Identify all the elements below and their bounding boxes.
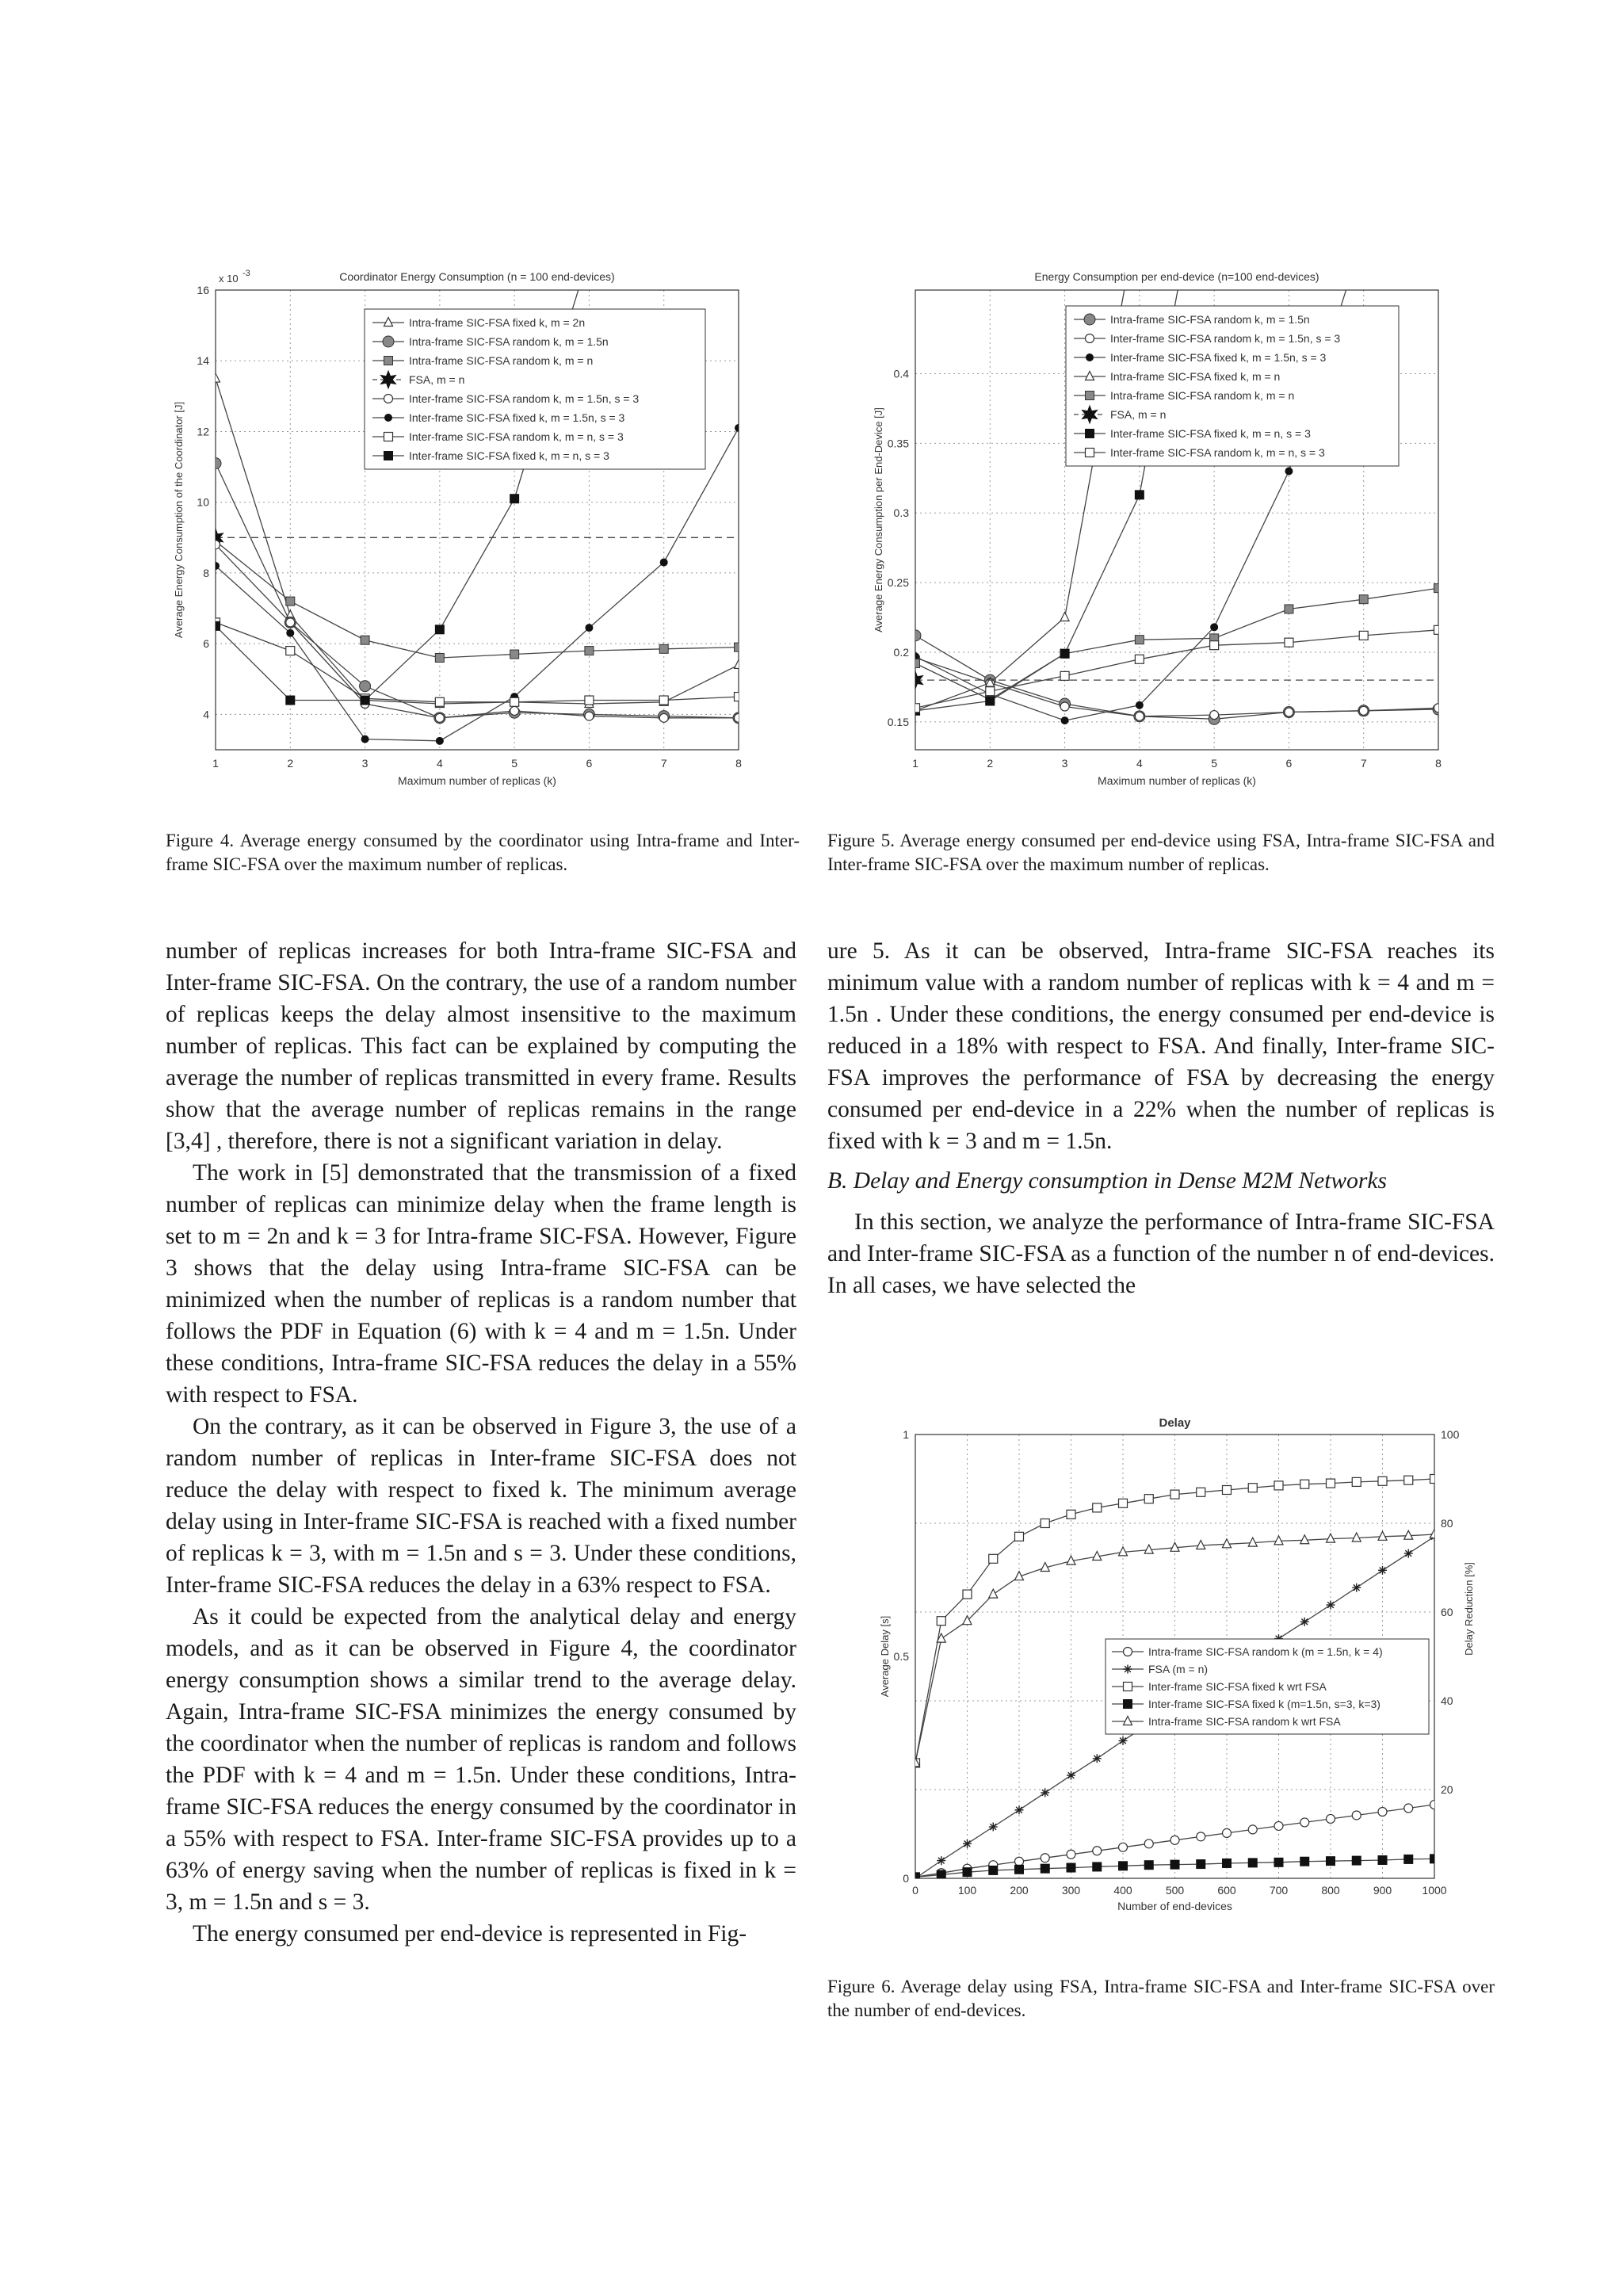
series-4-point: [1359, 201, 1368, 210]
y-tick-label: 0.4: [893, 367, 909, 380]
series-line-5: [216, 544, 739, 718]
series-2-point: [1378, 1566, 1387, 1575]
series-4-point: [1352, 1856, 1361, 1865]
series-4-point: [1197, 1860, 1205, 1869]
x-tick-label: 700: [1269, 1884, 1289, 1897]
right-paragraph-2: In this section, we analyze the performance of Intra-frame SIC-FSA and Inter-frame SIC-FSA as a function of the number n of end-devices. In all cases, we have selected the: [827, 1209, 1495, 1298]
series-4-point: [1285, 201, 1293, 210]
legend-label: FSA, m = n: [409, 373, 465, 386]
series-1-point: [1248, 1825, 1257, 1834]
series-1-point: [1170, 1836, 1179, 1844]
series-7-point: [986, 697, 995, 705]
series-2-point: [1359, 706, 1368, 715]
series-4-point: [1274, 1858, 1283, 1866]
series-2-point: [1434, 704, 1443, 712]
series-7-point: [1285, 90, 1293, 99]
series-8-point: [1060, 671, 1069, 680]
right-text-column: [827, 935, 1495, 1301]
y-tick-label: 0: [903, 1872, 909, 1885]
series-1-point: [1274, 1821, 1283, 1830]
series-6-point: [660, 559, 667, 566]
y-tick-label: 6: [203, 637, 209, 651]
series-1-point: [212, 373, 220, 382]
series-3-point: [1300, 1480, 1309, 1488]
series-2-point: [1093, 1754, 1102, 1763]
series-7-point: [510, 697, 519, 706]
series-2-point: [937, 1856, 945, 1865]
series-6-point: [287, 629, 294, 636]
series-5-point: [1170, 1542, 1179, 1551]
x-tick-label: 6: [1285, 757, 1293, 770]
x-tick-label: 1: [912, 757, 918, 770]
series-4-point: [1210, 201, 1219, 210]
chart-title: Energy Consumption per end-device (n=100 end-devices): [1034, 270, 1319, 283]
x-tick-label: 100: [957, 1884, 977, 1897]
series-1-point: [1144, 1839, 1153, 1848]
series-8-point: [435, 625, 444, 634]
legend-label: Inter-frame SIC-FSA fixed k, m = n, s = 3: [1110, 427, 1311, 440]
figure-6-svg: [868, 1411, 1486, 1934]
x-tick-label: 3: [361, 757, 369, 770]
figure-5-chart: [860, 262, 1462, 785]
legend: [365, 309, 705, 469]
series-5-point: [585, 712, 594, 720]
series-2-point: [1135, 712, 1144, 720]
figure-6-caption: Figure 6. Average delay using FSA, Intra-frame SIC-FSA and Inter-frame SIC-FSA over the number of end-devices.: [827, 1977, 1495, 2020]
series-8-point: [212, 621, 220, 630]
x-tick-label: 8: [735, 757, 742, 770]
series-4-point: [1170, 1860, 1179, 1869]
legend: [1066, 306, 1399, 466]
y-tick-label: 10: [197, 495, 209, 509]
series-4-point: [1327, 1857, 1335, 1866]
series-2-point: [1300, 1618, 1309, 1626]
y-tick-label: 14: [197, 354, 209, 368]
legend-label: Inter-frame SIC-FSA fixed k (m=1.5n, s=3, k=3): [1148, 1698, 1381, 1710]
series-8-point: [1135, 655, 1144, 663]
legend-marker: [1086, 430, 1094, 438]
series-1-point: [1223, 1828, 1232, 1837]
series-3-point: [1360, 231, 1367, 238]
series-2-point: [360, 681, 371, 692]
y-axis-label: Average Energy Consumption of the Coordinator [J]: [173, 401, 185, 639]
x-tick-label: 400: [1113, 1884, 1132, 1897]
x-tick-label: 7: [660, 757, 667, 770]
series-7-point: [1434, 90, 1443, 99]
series-4-point: [1041, 1864, 1049, 1873]
series-5-point: [1197, 1541, 1205, 1549]
series-4-point: [1093, 1862, 1102, 1871]
series-3-point: [1170, 1490, 1179, 1499]
legend-label: Inter-frame SIC-FSA fixed k wrt FSA: [1148, 1680, 1327, 1693]
legend-marker: [383, 336, 394, 347]
series-7-point: [585, 696, 594, 705]
legend-label: Inter-frame SIC-FSA random k, m = n, s = 3: [409, 430, 624, 443]
right-paragraph-1: ure 5. As it can be observed, Intra-frame SIC-FSA reaches its minimum value with a random number of replicas with k = 4 and m = 1.5n . Under these conditions, the energy consumed per end-device is reduced in a 18% with respect to FSA. And finally, Inter-frame SIC-FSA improves the performance of FSA by decreasing the energy consumed per end-device in a 22% when the number of replicas is fixed with k = 3 and m = 1.5n.: [827, 938, 1495, 1154]
series-3-point: [989, 1554, 998, 1563]
series-2-point: [1119, 1736, 1128, 1745]
y-tick-label: 16: [197, 284, 209, 296]
series-1-point: [1300, 1818, 1309, 1827]
y-right-tick-label: 60: [1441, 1606, 1453, 1618]
series-5-point: [1327, 1534, 1335, 1542]
series-3-point: [1211, 624, 1218, 631]
y-tick-label: 12: [197, 425, 209, 438]
series-8-point: [286, 696, 295, 705]
series-3-point: [1061, 717, 1068, 724]
series-5-point: [989, 1589, 998, 1598]
series-1-point: [1352, 1811, 1361, 1820]
series-5-point: [1285, 605, 1293, 613]
left-paragraph-2: The work in [5] demonstrated that the transmission of a fixed number of replicas can minimize delay when the frame length is set to m = 2n and k = 3 for Intra-frame SIC-FSA. However, Figure 3 shows that the delay using Intra-frame SIC-FSA can be minimized when the number of replicas is a random number that follows the PDF in Equation (6) with k = 4 and m = 1.5n. Under these conditions, Intra-frame SIC-FSA reduces the delay in a 55% with respect to FSA.: [166, 1160, 796, 1408]
series-line-7: [216, 622, 739, 701]
series-4-point: [963, 1868, 972, 1877]
series-1-point: [910, 630, 921, 641]
series-5-point: [1359, 595, 1368, 604]
series-2-point: [210, 458, 221, 469]
series-1-point: [1119, 1843, 1128, 1851]
x-tick-label: 600: [1217, 1884, 1236, 1897]
y-axis-label: Average Energy Consumption per End-Device [J]: [873, 407, 884, 632]
left-paragraph-5: The energy consumed per end-device is represented in Fig-: [193, 1921, 747, 1946]
series-1-point: [1067, 1850, 1075, 1859]
series-3-point: [585, 647, 594, 655]
y-right-tick-label: 100: [1441, 1428, 1460, 1441]
series-1-point: [1015, 1857, 1024, 1866]
series-2-point: [1404, 1549, 1413, 1558]
legend-marker: [1084, 314, 1095, 325]
legend-label: Intra-frame SIC-FSA random k, m = n: [409, 354, 594, 367]
left-text-column: [166, 935, 796, 1950]
legend-label: Inter-frame SIC-FSA fixed k, m = 1.5n, s = 3: [409, 411, 625, 424]
series-5-point: [435, 713, 444, 722]
series-8-point: [1434, 625, 1443, 634]
series-8-point: [361, 696, 369, 705]
y-tick-label: 1: [903, 1428, 909, 1441]
series-1-point: [1327, 1814, 1335, 1823]
x-tick-label: 1: [212, 757, 219, 770]
series-5-point: [1352, 1533, 1361, 1541]
y-right-tick-label: 40: [1441, 1694, 1453, 1707]
x-axis-label: Maximum number of replicas (k): [1098, 774, 1256, 787]
series-2-point: [1015, 1805, 1024, 1814]
y-tick-label: 0.3: [893, 506, 909, 520]
y-right-axis-label: Delay Reduction [%]: [1463, 1562, 1475, 1656]
legend-label: Intra-frame SIC-FSA random k, m = 1.5n: [409, 335, 609, 348]
series-6-point: [436, 737, 443, 744]
legend-label: Intra-frame SIC-FSA random k, m = n: [1110, 389, 1295, 402]
x-tick-label: 0: [912, 1884, 918, 1897]
series-2-point: [1041, 1788, 1049, 1797]
series-8-point: [911, 704, 920, 712]
series-5-point: [735, 713, 743, 722]
legend: [1106, 1639, 1429, 1734]
figure-4-svg: [158, 262, 761, 785]
series-5-point: [1119, 1547, 1128, 1556]
series-2-point: [989, 1823, 998, 1832]
series-3-point: [1197, 1488, 1205, 1496]
series-8-point: [659, 250, 668, 259]
series-1-point: [1404, 1804, 1413, 1813]
series-5-point: [1144, 1545, 1153, 1553]
series-3-point: [1285, 468, 1293, 475]
series-5-point: [1378, 1531, 1387, 1540]
x-tick-label: 800: [1321, 1884, 1340, 1897]
series-3-point: [1404, 1476, 1413, 1484]
series-4-point: [1248, 1859, 1257, 1867]
series-2-point: [963, 1839, 972, 1848]
x-tick-label: 8: [1435, 757, 1442, 770]
x-tick-label: 4: [1136, 757, 1143, 770]
section-title: B. Delay and Energy consumption in Dense M2M Networks: [827, 1168, 1387, 1194]
series-3-point: [1093, 1503, 1102, 1512]
series-4-point: [1060, 613, 1069, 621]
series-2-point: [1067, 1771, 1075, 1780]
x-axis-label: Number of end-devices: [1117, 1900, 1232, 1912]
figure-5-svg: [860, 262, 1462, 785]
series-2-point: [1060, 702, 1069, 711]
left-paragraph-3: On the contrary, as it can be observed in Figure 3, the use of a random number of replicas in Inter-frame SIC-FSA does not reduce the delay with respect to fixed k. The minimum average delay using in Inter-frame SIC-FSA is reached with a fixed number of replicas k = 3, with m = 1.5n and s = 3. Under these conditions, Inter-frame SIC-FSA reduces the delay in a 63% respect to FSA.: [166, 1414, 796, 1598]
series-5-point: [1248, 1538, 1257, 1546]
exponent-label: x 10: [219, 273, 239, 285]
y-tick-label: 0.5: [893, 1650, 909, 1663]
series-8-point: [986, 687, 995, 696]
series-8-point: [1285, 638, 1293, 647]
y-tick-label: 8: [203, 566, 209, 579]
series-4-point: [1015, 1865, 1024, 1874]
series-1-point: [1378, 1808, 1387, 1817]
legend-marker: [1124, 1700, 1132, 1709]
series-1-point: [1093, 1847, 1102, 1855]
series-5-point: [212, 541, 220, 549]
legend-marker: [1086, 334, 1094, 343]
series-3-point: [1352, 1477, 1361, 1486]
series-3-point: [1015, 1532, 1024, 1541]
series-1-point: [735, 659, 743, 668]
x-tick-label: 2: [287, 757, 294, 770]
x-tick-label: 3: [1061, 757, 1068, 770]
legend-label: FSA, m = n: [1110, 408, 1167, 421]
series-7-point: [1210, 90, 1219, 99]
series-7-point: [659, 696, 668, 705]
legend-label: Intra-frame SIC-FSA fixed k, m = 2n: [409, 316, 586, 329]
figure-5-caption: Figure 5. Average energy consumed per end-device using FSA, Intra-frame SIC-FSA and Inter-frame SIC-FSA over the maximum number of replicas.: [827, 831, 1495, 874]
legend-marker: [1086, 392, 1094, 400]
legend-marker: [1124, 1683, 1132, 1691]
series-4-point: [1067, 1863, 1075, 1872]
series-7-point: [435, 697, 444, 706]
legend-marker: [1086, 449, 1094, 457]
series-5-point: [659, 713, 668, 722]
y-tick-label: 0.2: [893, 645, 909, 659]
x-tick-label: 7: [1360, 757, 1367, 770]
legend-box: [365, 309, 705, 469]
series-7-point: [1359, 90, 1368, 99]
series-3-point: [1223, 1486, 1232, 1495]
series-4-point: [1404, 1855, 1413, 1863]
series-4-point: [1144, 1861, 1153, 1870]
series-2-point: [1352, 1584, 1361, 1592]
series-5-point: [286, 618, 295, 627]
series-4-point: [1223, 1859, 1232, 1867]
series-5-point: [1135, 636, 1144, 644]
series-4-point: [989, 1866, 998, 1874]
x-tick-label: 500: [1165, 1884, 1185, 1897]
series-3-point: [1041, 1519, 1049, 1528]
series-5-point: [1223, 1539, 1232, 1548]
series-5-point: [1434, 584, 1443, 593]
legend-box: [1066, 306, 1399, 466]
legend-marker: [1086, 354, 1094, 361]
legend-marker: [384, 357, 393, 365]
series-4-point: [911, 1873, 920, 1881]
y-tick-label: 0.15: [887, 715, 909, 728]
x-tick-label: 900: [1373, 1884, 1392, 1897]
legend-label: Intra-frame SIC-FSA random k (m = 1.5n, k = 4): [1148, 1645, 1383, 1658]
series-7-point: [1060, 649, 1069, 658]
series-8-point: [1210, 641, 1219, 650]
x-tick-label: 5: [1211, 757, 1218, 770]
legend-label: Intra-frame SIC-FSA random k wrt FSA: [1148, 1715, 1341, 1728]
figure-6-chart: [868, 1411, 1486, 1934]
legend-label: Inter-frame SIC-FSA random k, m = 1.5n, s = 3: [409, 392, 640, 405]
series-3-point: [735, 643, 743, 651]
legend-label: FSA (m = n): [1148, 1663, 1209, 1675]
chart-title: Delay: [1159, 1416, 1191, 1430]
legend-marker: [385, 415, 392, 422]
series-8-point: [510, 495, 519, 503]
y-axis-label: Average Delay [s]: [879, 1615, 891, 1698]
series-6-point: [361, 735, 369, 743]
series-2-point: [1327, 1601, 1335, 1610]
x-tick-label: 1000: [1422, 1884, 1447, 1897]
series-7-point: [735, 693, 743, 701]
series-line-2: [216, 464, 739, 718]
series-4-point: [1135, 201, 1144, 210]
x-axis-label: Maximum number of replicas (k): [398, 774, 556, 787]
series-3-point: [435, 654, 444, 663]
series-3-point: [286, 597, 295, 606]
series-5-point: [1300, 1535, 1309, 1544]
x-tick-label: 5: [511, 757, 518, 770]
y-tick-label: 0.35: [887, 437, 909, 450]
series-8-point: [1359, 631, 1368, 640]
series-7-point: [1135, 491, 1144, 499]
series-1-point: [1041, 1854, 1049, 1862]
legend-marker: [384, 433, 393, 441]
series-4-point: [1434, 201, 1443, 210]
series-5-point: [1274, 1536, 1283, 1545]
legend-marker: [384, 452, 393, 460]
series-4-point: [1430, 1855, 1439, 1863]
y-right-tick-label: 20: [1441, 1783, 1453, 1796]
legend-label: Inter-frame SIC-FSA fixed k, m = n, s = 3: [409, 449, 609, 462]
series-3-point: [1274, 1481, 1283, 1490]
series-4-point: [937, 1870, 945, 1879]
series-5-point: [911, 659, 920, 668]
series-6-point: [735, 425, 743, 432]
series-3-point: [1378, 1477, 1387, 1485]
x-tick-label: 4: [436, 757, 443, 770]
y-right-tick-label: 80: [1441, 1517, 1453, 1530]
x-tick-label: 2: [987, 757, 994, 770]
legend-label: Intra-frame SIC-FSA random k, m = 1.5n: [1110, 313, 1310, 326]
series-3-point: [1430, 1475, 1439, 1484]
series-8-point: [735, 250, 743, 259]
series-1-point: [1430, 1801, 1439, 1809]
series-3-point: [1119, 1499, 1128, 1507]
x-tick-label: 200: [1010, 1884, 1029, 1897]
x-tick-label: 6: [586, 757, 593, 770]
y-tick-label: 0.25: [887, 576, 909, 590]
series-3-point: [510, 650, 519, 659]
series-1-point: [1197, 1832, 1205, 1841]
legend-label: Intra-frame SIC-FSA fixed k, m = n: [1110, 370, 1281, 383]
series-3-point: [659, 644, 668, 653]
series-3-point: [1144, 1495, 1153, 1503]
legend-label: Inter-frame SIC-FSA fixed k, m = 1.5n, s = 3: [1110, 351, 1327, 364]
series-3-point: [1327, 1479, 1335, 1488]
series-4-point: [1300, 1857, 1309, 1866]
chart-title: Coordinator Energy Consumption (n = 100 end-devices): [339, 270, 615, 283]
series-3-point: [1248, 1484, 1257, 1492]
legend-label: Inter-frame SIC-FSA random k, m = 1.5n, s = 3: [1110, 332, 1341, 345]
series-2-point: [1210, 711, 1219, 720]
series-5-point: [1404, 1530, 1413, 1539]
series-3-point: [1435, 231, 1442, 238]
y-tick-label: 4: [203, 708, 209, 721]
series-6-point: [586, 625, 593, 632]
series-7-point: [286, 647, 295, 655]
series-3-point: [361, 636, 369, 644]
legend-marker: [1124, 1648, 1132, 1656]
series-3-point: [937, 1617, 945, 1626]
figure-4-caption: Figure 4. Average energy consumed by the coordinator using Intra-frame and Inter-frame SIC-FSA over the maximum number of replicas.: [166, 831, 800, 874]
exponent-power: -3: [242, 269, 250, 278]
x-tick-label: 300: [1061, 1884, 1081, 1897]
legend-marker: [384, 395, 393, 403]
series-line-6: [216, 428, 739, 741]
series-4-point: [1378, 1856, 1387, 1865]
series-5-point: [510, 706, 519, 715]
series-3-point: [963, 1590, 972, 1599]
series-6-point: [212, 563, 220, 570]
series-3-point: [1136, 701, 1143, 709]
left-paragraph-1: number of replicas increases for both Intra-frame SIC-FSA and Inter-frame SIC-FSA. On the contrary, the use of a random number of replicas keeps the delay almost insensitive to the maximum number of replicas. This fact can be explained by computing the average the number of replicas transmitted in every frame. Results show that the average number of replicas remains in the range [3,4] , therefore, there is not a significant variation in delay.: [166, 938, 796, 1154]
legend-label: Inter-frame SIC-FSA random k, m = n, s = 3: [1110, 446, 1325, 459]
series-4-point: [1119, 1862, 1128, 1870]
left-paragraph-4: As it could be expected from the analytical delay and energy models, and as it can be observed in Figure 4, the coordinator energy consumption shows a similar trend to the average delay. Again, Intra-frame SIC-FSA minimizes the energy consumed by the coordinator when the number of replicas is random and follows the PDF with k = 4 and m = 1.5n. Under these conditions, Intra-frame SIC-FSA reduces the energy consumed by the coordinator in a 55% with respect to FSA. Inter-frame SIC-FSA provides up to a 63% of energy saving when the number of replicas is fixed in k = 3, m = 1.5n and s = 3.: [166, 1604, 796, 1915]
figure-4-chart: [158, 262, 761, 785]
series-8-point: [585, 250, 594, 259]
series-2-point: [1285, 708, 1293, 716]
series-3-point: [1067, 1510, 1075, 1519]
